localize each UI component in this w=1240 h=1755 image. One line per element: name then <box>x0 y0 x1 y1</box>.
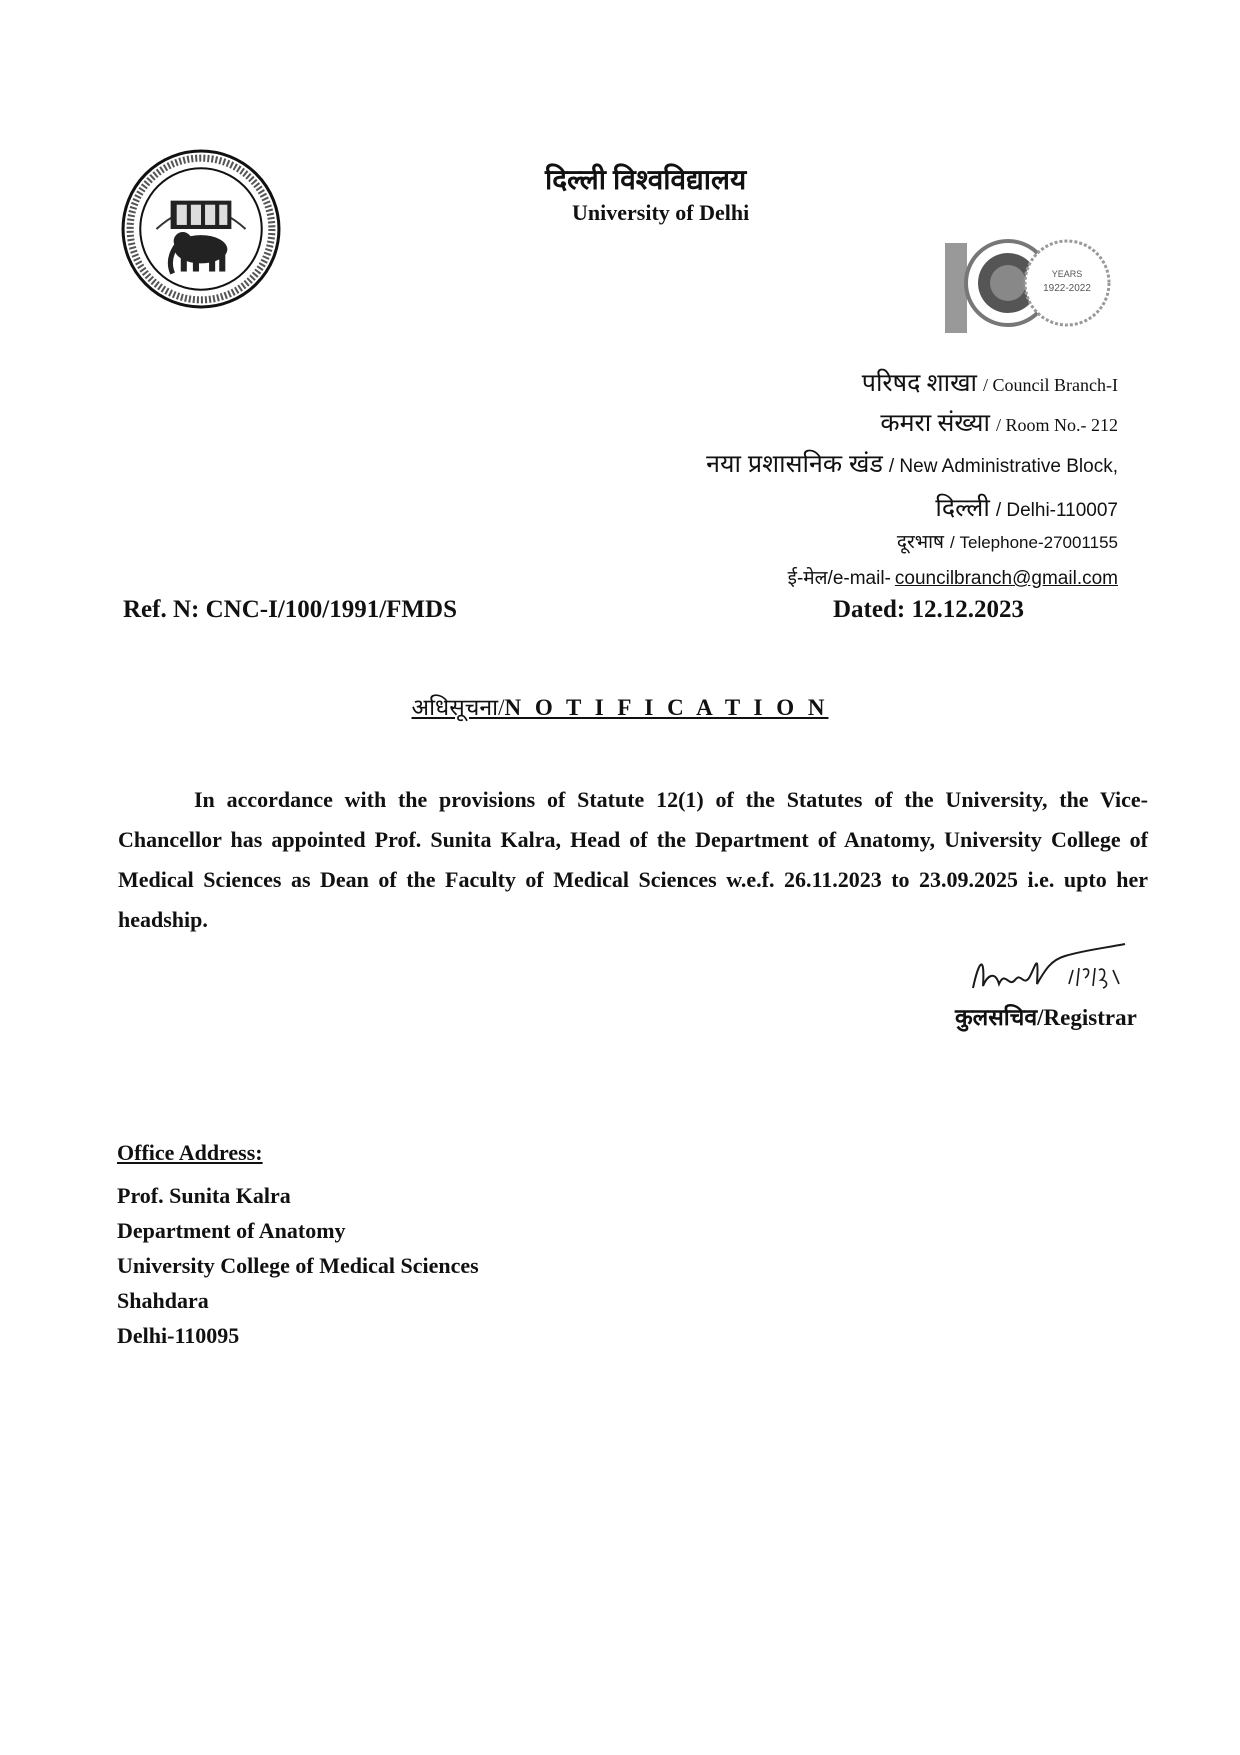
address-telephone-english: / Telephone-27001155 <box>950 533 1118 552</box>
address-city-hindi: दिल्ली <box>935 494 990 522</box>
registrar-signature <box>965 940 1155 1000</box>
centenary-years-text: YEARS <box>1051 269 1083 279</box>
reference-number: Ref. N: CNC-I/100/1991/FMDS <box>123 596 457 623</box>
address-city-english: / Delhi-110007 <box>995 500 1118 521</box>
address-block <box>706 446 1118 480</box>
office-address-line: Shahdara <box>117 1288 209 1313</box>
office-address-line: Department of Anatomy <box>117 1218 346 1243</box>
office-address-title: Office Address: <box>117 1140 263 1165</box>
address-room <box>880 405 1118 439</box>
address-council-branch-english: / Council Branch-I <box>983 375 1118 395</box>
centenary-logo-icon <box>945 225 1120 340</box>
address-telephone <box>897 528 1118 554</box>
address-block-english: / New Administrative Block, <box>888 456 1118 477</box>
address-email-label: ई-मेल/e-mail- <box>787 568 891 589</box>
university-name-hindi: दिल्ली विश्वविद्यालय <box>545 165 747 196</box>
university-name-english: University of Delhi <box>572 200 750 225</box>
notification-body: In accordance with the provisions of Statute 12(1) of the Statutes of the University, the Vice-Chancellor has appointed Prof. Sunita Kalra, Head of the Department of Anatomy, University College of Medical Sciences as Dean of the Faculty of Medical Sciences w.e.f. 26.11.2023 to 23.09.2025 i.e. upto her headship. <box>118 787 1148 932</box>
address-city <box>935 490 1118 524</box>
address-room-hindi: कमरा संख्या <box>880 410 990 437</box>
office-address-line: Delhi-110095 <box>117 1323 240 1348</box>
address-council-branch <box>862 365 1118 399</box>
address-email <box>788 564 1118 590</box>
office-address-line: Prof. Sunita Kalra <box>117 1183 291 1208</box>
university-seal-icon <box>120 148 282 310</box>
address-room-english: / Room No.- 212 <box>995 415 1118 435</box>
centenary-range-text: 1922-2022 <box>1043 283 1091 294</box>
address-telephone-hindi: दूरभाष <box>896 532 945 553</box>
email-link[interactable]: councilbranch@gmail.com <box>894 568 1118 589</box>
heading-english: N O T I F I C A T I O N <box>504 695 829 720</box>
address-council-branch-hindi: परिषद शाखा <box>861 370 978 397</box>
notification-heading <box>0 690 1240 722</box>
registrar-designation: कुलसचिव/Registrar <box>955 1005 1137 1030</box>
address-block-hindi: नया प्रशासनिक खंड <box>706 450 883 478</box>
dated-line: Dated: 12.12.2023 <box>833 596 1024 623</box>
heading-hindi: अधिसूचना/ <box>411 695 505 720</box>
office-address-line: University College of Medical Sciences <box>117 1253 479 1278</box>
